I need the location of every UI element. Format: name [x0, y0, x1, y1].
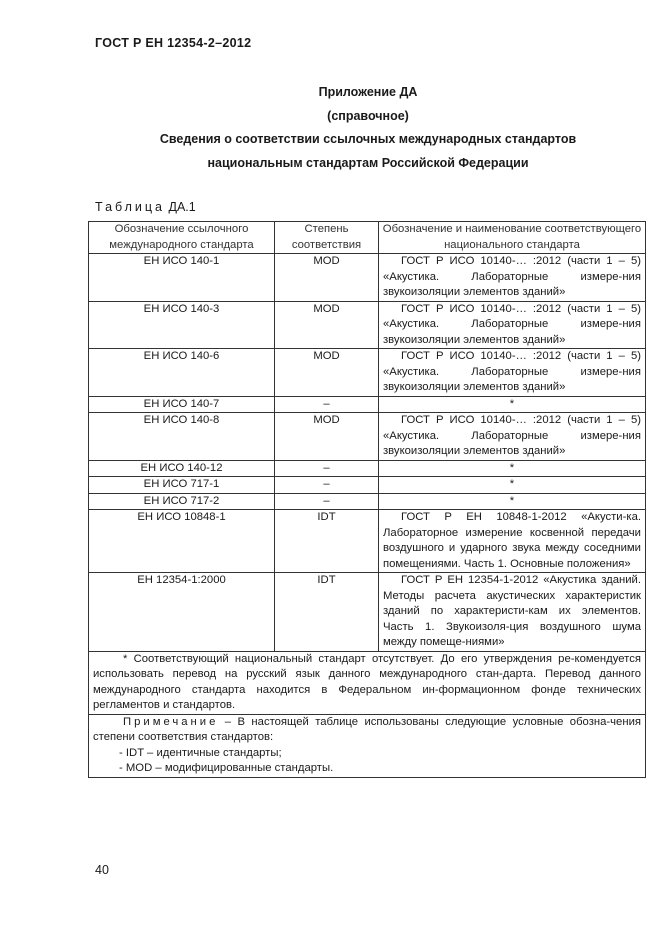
ref-cell: ЕН ИСО 717-2: [89, 493, 275, 510]
table-row: [89, 396, 646, 413]
national-cell: ГОСТ Р ЕН 10848-1-2012 «Акусти-ка. Лабораторное измерение косвенной передачи воздушного и ударного звука между соседними помещениями. Часть 1. Основные положения»: [379, 510, 646, 573]
table-row: [89, 510, 646, 573]
note: [89, 714, 646, 777]
ref-cell: ЕН ИСО 140-3: [89, 301, 275, 349]
national-cell: *: [379, 460, 646, 477]
ref-cell: ЕН ИСО 717-1: [89, 477, 275, 494]
header-ref-standard: Обозначение ссылочного международного стандарта: [89, 222, 275, 254]
degree-cell: MOD: [275, 349, 379, 397]
note-item: - MOD – модифицированные стандарты.: [119, 762, 334, 774]
note-row: [89, 714, 646, 777]
table-row: [89, 349, 646, 397]
degree-cell: MOD: [275, 301, 379, 349]
header-national-standard: Обозначение и наименование соответствующего национального стандарта: [379, 222, 646, 254]
footnote-text: * Соответствующий национальный стандарт отсутствует. До его утверждения ре-комендуется использовать перевод на русский язык данного международного стан-дарта. Перевод данного международного стандарта находится в Федеральном ин-формационном фонде технических регламентов и стандартов.: [93, 652, 641, 711]
degree-cell: –: [275, 477, 379, 494]
table-row: [89, 460, 646, 477]
page-number: 40: [95, 863, 109, 877]
note-paragraph: [93, 715, 641, 746]
note-text: – В настоящей таблице использованы следующие условные обозна-чения степени соответствия стандартов:: [93, 715, 641, 743]
note-label: Примечание: [123, 715, 219, 728]
ref-cell: ЕН ИСО 140-12: [89, 460, 275, 477]
ref-cell: ЕН ИСО 140-1: [89, 254, 275, 302]
table-caption-word: Таблица: [95, 200, 166, 214]
correspondence-table: [88, 221, 646, 778]
ref-cell: ЕН ИСО 10848-1: [89, 510, 275, 573]
appendix-heading-line1: Сведения о соответствии ссылочных международных стандартов: [159, 132, 577, 146]
table-caption-number: ДА.1: [168, 200, 196, 214]
appendix-type: (справочное): [327, 108, 409, 123]
degree-cell: IDT: [275, 573, 379, 652]
appendix-title: Приложение ДА: [318, 85, 418, 99]
table-row: [89, 413, 646, 461]
degree-cell: MOD: [275, 413, 379, 461]
national-cell: ГОСТ Р ИСО 10140-… :2012 (части 1 – 5) «Акустика. Лабораторные измере-ния звукоизоляции элементов зданий»: [379, 301, 646, 349]
table-row: [89, 477, 646, 494]
degree-cell: IDT: [275, 510, 379, 573]
ref-cell: ЕН ИСО 140-7: [89, 396, 275, 413]
table-header-row: [89, 222, 646, 254]
national-cell: ГОСТ Р ЕН 12354-1-2012 «Акустика зданий. Методы расчета акустических характеристик зданий по характеристи-кам их элементов. Часть 1. Звукоизоля-ция воздушного шума между помеще-ниями»: [379, 573, 646, 652]
appendix-heading-line2: национальным стандартам Российской Федерации: [207, 155, 529, 170]
national-cell: *: [379, 477, 646, 494]
table-row: [89, 573, 646, 652]
document-header: ГОСТ Р ЕН 12354-2–2012: [95, 36, 252, 50]
degree-cell: MOD: [275, 254, 379, 302]
ref-cell: ЕН ИСО 140-8: [89, 413, 275, 461]
footnote: [89, 651, 646, 714]
national-cell: ГОСТ Р ИСО 10140-… :2012 (части 1 – 5) «Акустика. Лабораторные измере-ния звукоизоляции элементов зданий»: [379, 349, 646, 397]
table-caption: [95, 200, 196, 214]
footnote-row: [89, 651, 646, 714]
degree-cell: –: [275, 460, 379, 477]
national-cell: ГОСТ Р ИСО 10140-… :2012 (части 1 – 5) «Акустика. Лабораторные измере-ния звукоизоляции элементов зданий»: [379, 413, 646, 461]
national-cell: ГОСТ Р ИСО 10140-… :2012 (части 1 – 5) «Акустика. Лабораторные измере-ния звукоизоляции элементов зданий»: [379, 254, 646, 302]
ref-cell: ЕН 12354-1:2000: [89, 573, 275, 652]
degree-cell: –: [275, 396, 379, 413]
national-cell: *: [379, 493, 646, 510]
table-row: [89, 254, 646, 302]
note-item: - IDT – идентичные стандарты;: [119, 746, 282, 759]
header-degree: Степень соответствия: [275, 222, 379, 254]
degree-cell: –: [275, 493, 379, 510]
table-row: [89, 493, 646, 510]
national-cell: *: [379, 396, 646, 413]
ref-cell: ЕН ИСО 140-6: [89, 349, 275, 397]
appendix-titles: [88, 84, 648, 178]
table-row: [89, 301, 646, 349]
